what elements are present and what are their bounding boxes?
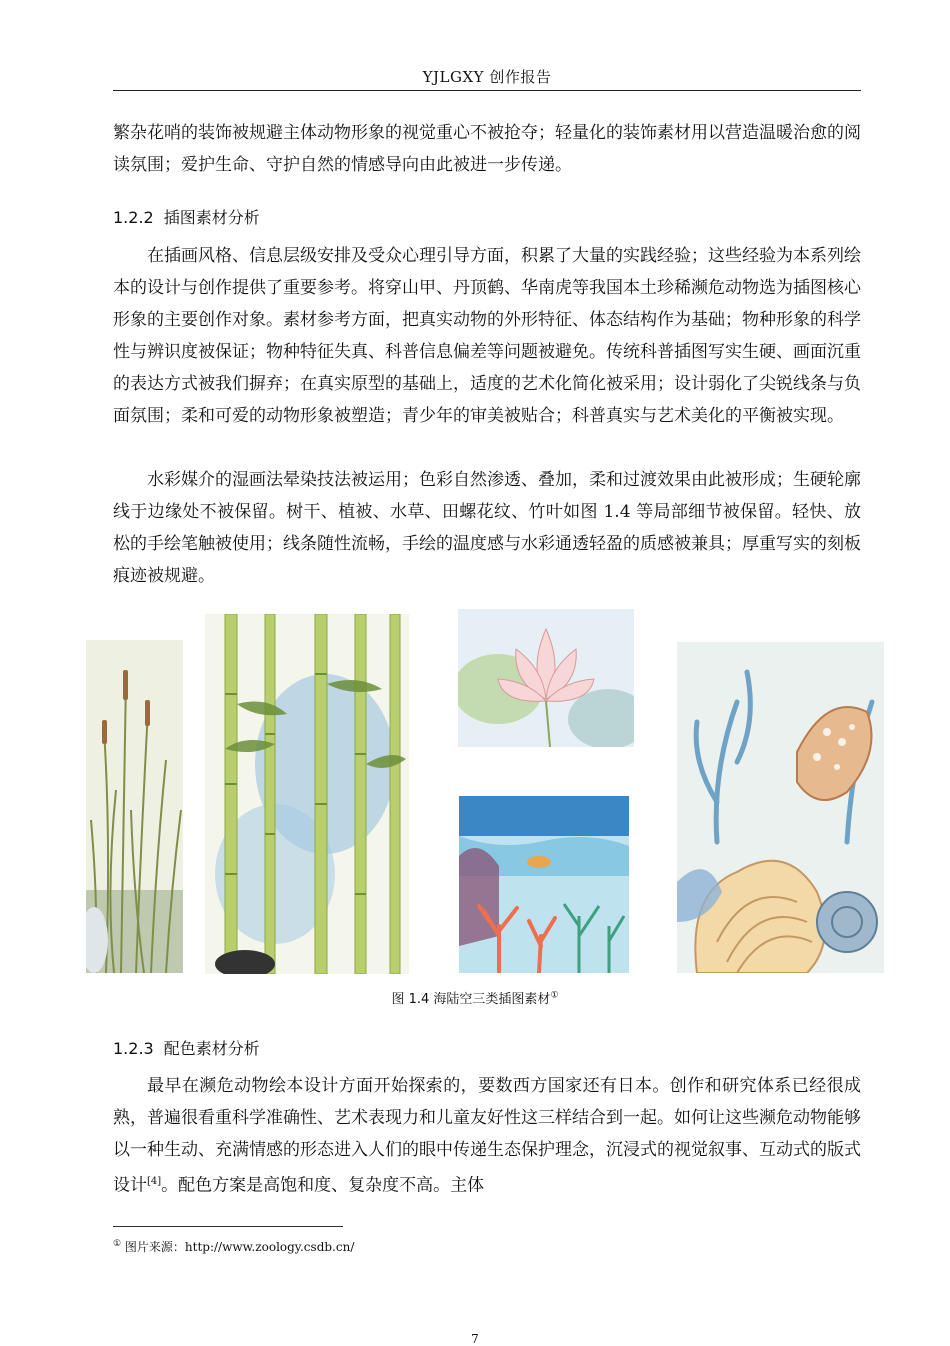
footnote-rule — [113, 1226, 343, 1227]
header-rule — [113, 90, 861, 91]
paragraph-color-text: 最早在濒危动物绘本设计方面开始探索的，要数西方国家还有日本。创作和研究体系已经很成熟，普遍很看重科学准确性、艺术表现力和儿童友好性这三样结合到一起。如何让这些濒危动物能够以一种生动、充满情感的形态进入人们的眼中传递生态保护理念，沉浸式的视觉叙事、互动式的版式设计 — [113, 1076, 861, 1196]
footnote-text: 图片来源：http://www.zoology.csdb.cn/ — [124, 1240, 355, 1254]
paragraph-top: 繁杂花哨的装饰被规避主体动物形象的视觉重心不被抢夺；轻量化的装饰素材用以营造温暖治愈的阅读氛围；爱护生命、守护自然的情感导向由此被进一步传递。 — [113, 123, 861, 175]
figure-lotus-image — [458, 609, 634, 747]
figure-footnote-mark: ① — [550, 990, 559, 1001]
paragraph-color — [113, 1070, 861, 1202]
section-title: 配色素材分析 — [163, 1039, 260, 1058]
paragraph-illustration-b: 水彩媒介的湿画法晕染技法被运用；色彩自然渗透、叠加，柔和过渡效果由此被形成；生硬轮廓线于边缘处不被保留。树干、植被、水草、田螺花纹、竹叶如图 1.4 等局部细节被保留。轻快、放松的手绘笔触被使用；线条随性流畅，手绘的温度感与水彩通透轻盈的质感被兼具；厚重写实的刻板痕迹被规避。 — [113, 470, 861, 586]
figure-caption-text: 图 1.4 海陆空三类插图素材 — [391, 992, 551, 1007]
section-number: 1.2.3 — [113, 1039, 154, 1058]
section-number: 1.2.2 — [113, 208, 154, 227]
figure-reeds-image — [86, 640, 183, 973]
figure-coral-reef-image — [459, 796, 629, 973]
citation-ref[interactable]: [4] — [147, 1176, 162, 1187]
footnote — [113, 1238, 354, 1255]
page-number: 7 — [471, 1332, 479, 1346]
paragraph-color-tail: 。配色方案是高饱和度、复杂度不高。主体 — [161, 1175, 485, 1196]
page-header: YJLGXY 创作报告 — [422, 68, 552, 86]
figure-shells-image — [677, 642, 884, 973]
footnote-mark: ① — [113, 1239, 122, 1249]
section-heading-1-2-3 — [113, 1036, 260, 1059]
figure-caption — [0, 988, 950, 1007]
section-title: 插图素材分析 — [163, 208, 260, 227]
paragraph-illustration-a: 在插画风格、信息层级安排及受众心理引导方面，积累了大量的实践经验；这些经验为本系列绘本的设计与创作提供了重要参考。将穿山甲、丹顶鹤、华南虎等我国本土珍稀濒危动物选为插图核心形象的主要创作对象。素材参考方面，把真实动物的外形特征、体态结构作为基础；物种形象的科学性与辨识度被保证；物种特征失真、科普信息偏差等问题被避免。传统科普插图写实生硬、画面沉重的表达方式被我们摒弃；在真实原型的基础上，适度的艺术化简化被采用；设计弱化了尖锐线条与负面氛围；柔和可爱的动物形象被塑造；青少年的审美被贴合；科普真实与艺术美化的平衡被实现。 — [113, 246, 861, 426]
section-heading-1-2-2 — [113, 205, 260, 228]
figure-bamboo-image — [205, 614, 409, 974]
